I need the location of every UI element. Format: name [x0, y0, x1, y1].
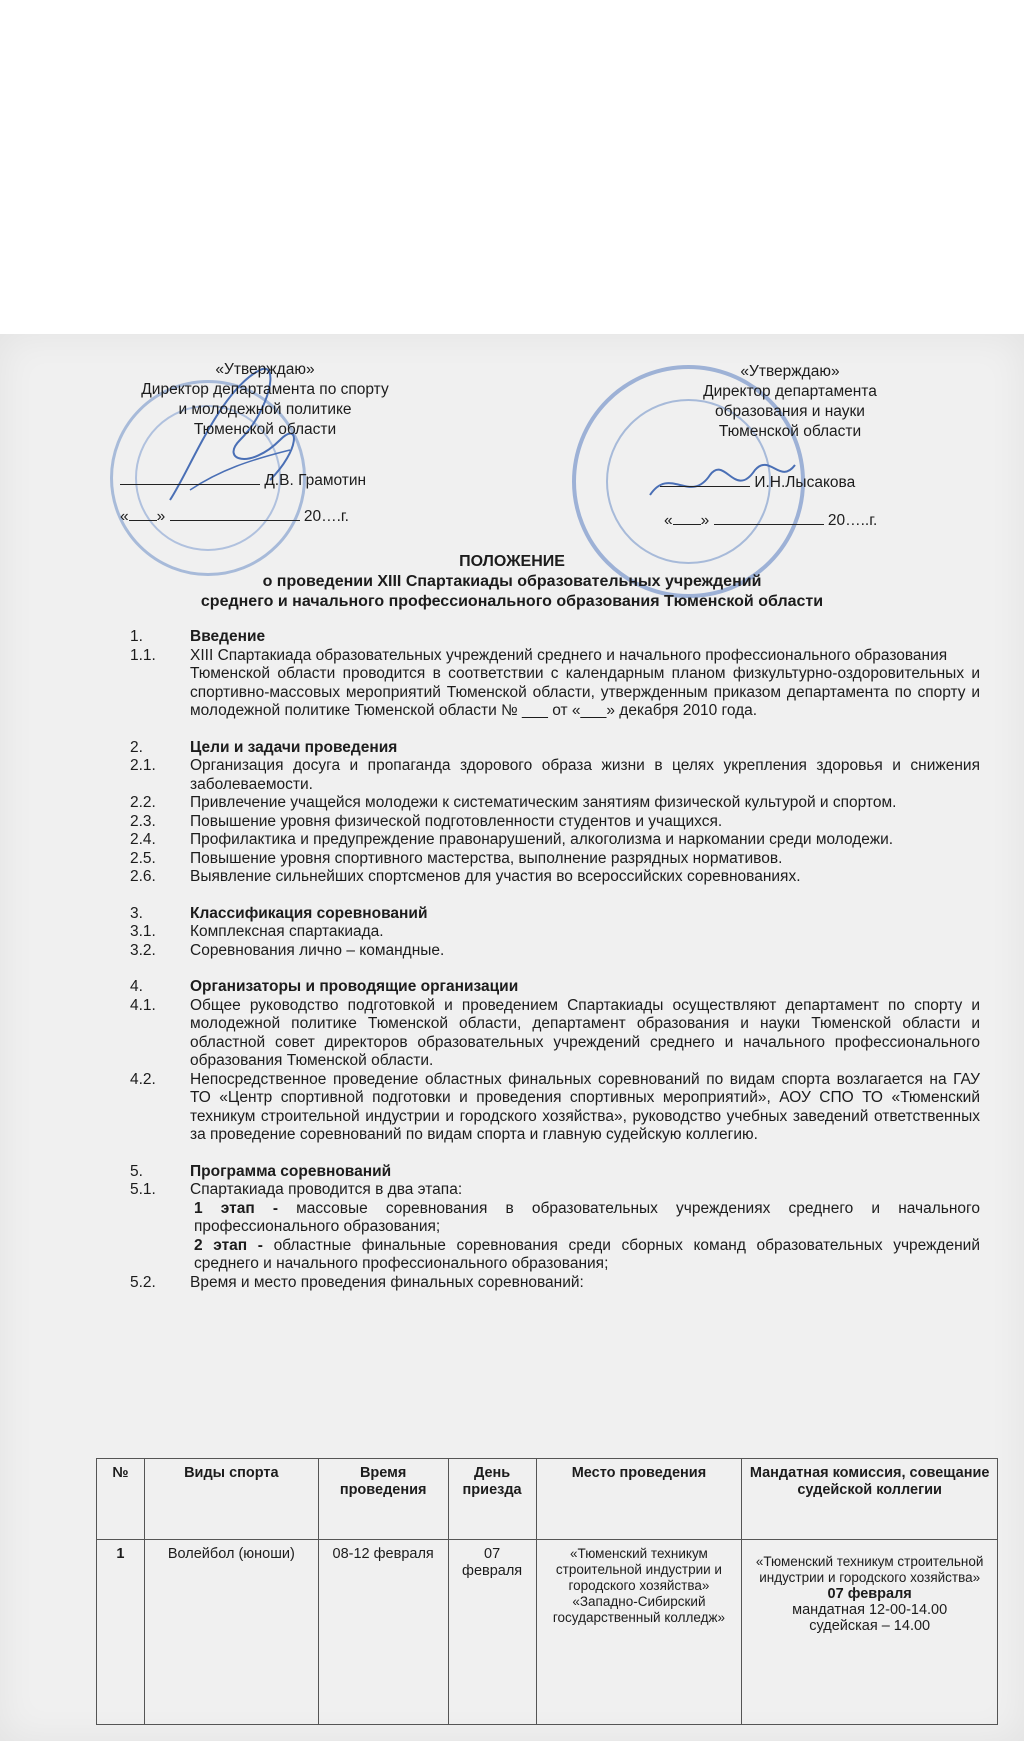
date-year: 20….г.	[303, 508, 349, 525]
approval-right-line: «Утверждаю»	[740, 363, 840, 380]
date-year: 20…..г.	[827, 512, 878, 529]
commission-mandate: мандатная 12-00-14.00	[792, 1602, 948, 1618]
item-number: 2.2.	[130, 794, 156, 811]
stage-text: массовые соревнования в образовательных учреждениях среднего и начального профессионального образования;	[194, 1199, 980, 1235]
stage-item	[130, 1200, 980, 1237]
date-close-quote: »	[700, 512, 710, 529]
commission-date: 07 февраля	[827, 1586, 912, 1602]
date-close-quote: »	[156, 508, 166, 525]
approval-right-name: И.Н.Лысакова	[754, 474, 856, 491]
col-header-time: Время проведения	[318, 1459, 448, 1540]
table-row	[97, 1540, 998, 1725]
section-organizers	[130, 978, 980, 1145]
item-text: Повышение уровня физической подготовленности студентов и учащихся.	[190, 812, 723, 830]
section-title: Классификация соревнований	[190, 904, 428, 922]
item-text: Профилактика и предупреждение правонарушений, алкоголизма и наркомании среди молодежи.	[190, 831, 894, 848]
item-text: XIII Спартакиада образовательных учреждений среднего и начального профессионального образования	[190, 646, 948, 664]
col-header-place: Место проведения	[536, 1459, 742, 1540]
approval-right-date	[664, 512, 877, 530]
item-text: Соревнования лично – командные.	[190, 941, 445, 959]
section-program	[130, 1163, 980, 1293]
section-title: Организаторы и проводящие организации	[190, 978, 519, 995]
item-number: 4.2.	[130, 1070, 156, 1088]
document-title	[0, 552, 1024, 612]
item-number: 2.5.	[130, 849, 156, 867]
approval-right-line: Директор департамента	[703, 383, 877, 400]
section-number: 3.	[130, 904, 143, 922]
cell-arrival: 07 февраля	[448, 1540, 536, 1725]
col-header-sport: Виды спорта	[144, 1459, 318, 1540]
col-header-arrival: День приезда	[448, 1459, 536, 1540]
approval-left-line: Директор департамента по спорту	[141, 381, 389, 398]
title-line: среднего и начального профессионального образования Тюменской области	[200, 593, 824, 610]
section-title: Введение	[190, 628, 266, 645]
section-title: Программа соревнований	[190, 1162, 392, 1180]
item-number: 2.4.	[130, 831, 156, 848]
item-text: Привлечение учащейся молодежи к систематическим занятиям физической культурой и спортом.	[190, 794, 897, 811]
item-text: Непосредственное проведение областных финальных соревнований по видам спорта возлагается на ГАУ ТО «Центр спортивной подготовки и проведения спортивных мероприятий», АОУ СПО ТО «Тюменский техникум строительной индустрии и городского хозяйства», руководство учебных заведений ответственных за проведение соревнований по видам спорта и главную судейскую коллегию.	[190, 1070, 980, 1143]
item-text: Время и место проведения финальных соревнований:	[190, 1273, 584, 1291]
section-title: Цели и задачи проведения	[190, 738, 398, 756]
item-continuation: Тюменской области проводится в соответствии с календарным планом физкультурно-оздоровительных и спортивно-массовых мероприятий Тюменской области, утвержденным приказом департамента по спорту и молодежной политике Тюменской области № ___ от «___» декабря 2010 года.	[190, 665, 980, 719]
approval-left-line: Тюменской области	[193, 421, 337, 438]
section-number: 5.	[130, 1162, 143, 1180]
approval-right-line: Тюменской области	[718, 423, 862, 440]
item-number: 3.2.	[130, 941, 156, 959]
table-header-row	[97, 1459, 998, 1540]
item-number: 2.6.	[130, 868, 156, 885]
stage-label: 1 этап -	[194, 1199, 278, 1217]
item-text: Организация досуга и пропаганда здорового образа жизни в целях укрепления здоровья и снижения заболеваемости.	[190, 757, 980, 793]
title-line: ПОЛОЖЕНИЕ	[459, 553, 565, 570]
commission-org: «Тюменский техникум строительной индустрии и городского хозяйства»	[755, 1554, 984, 1585]
date-open-quote: «	[120, 508, 129, 525]
item-number: 1.1.	[130, 646, 156, 664]
item-text: Комплексная спартакиада.	[190, 923, 384, 940]
approval-right-signature-line	[660, 474, 855, 492]
stage-label: 2 этап -	[194, 1236, 263, 1254]
cell-place: «Тюменский техникум строительной индустрии и городского хозяйства» «Западно-Сибирский государственный колледж»	[536, 1540, 742, 1725]
cell-sport: Волейбол (юноши)	[144, 1540, 318, 1725]
item-number: 2.1.	[130, 757, 156, 774]
section-number: 4.	[130, 978, 143, 995]
item-number: 4.1.	[130, 996, 156, 1014]
approval-left-name: Д.В. Грамотин	[264, 472, 367, 489]
item-text: Спартакиада проводится в два этапа:	[190, 1181, 463, 1198]
col-header-commission: Мандатная комиссия, совещание судейской коллегии	[742, 1459, 998, 1540]
document-body	[130, 628, 980, 1292]
col-header-number: №	[97, 1459, 145, 1540]
cell-time: 08-12 февраля	[318, 1540, 448, 1725]
stage-item	[130, 1237, 980, 1274]
item-number: 5.1.	[130, 1181, 156, 1198]
approval-left-date	[120, 508, 349, 526]
schedule-table	[96, 1458, 998, 1725]
approval-left-signature-line	[120, 472, 366, 490]
section-number: 2.	[130, 738, 143, 756]
approval-left	[100, 360, 430, 440]
item-number: 3.1.	[130, 923, 156, 940]
approval-left-line: и молодежной политике	[178, 401, 352, 418]
item-number: 2.3.	[130, 812, 156, 830]
cell-commission	[742, 1540, 998, 1725]
section-classification	[130, 905, 980, 961]
cell-number: 1	[97, 1540, 145, 1725]
item-number: 5.2.	[130, 1273, 156, 1291]
title-line: о проведении XIII Спартакиады образовательных учреждений	[262, 573, 762, 590]
date-open-quote: «	[664, 512, 673, 529]
section-goals	[130, 739, 980, 887]
item-text: Повышение уровня спортивного мастерства, выполнение разрядных нормативов.	[190, 849, 783, 867]
stage-text: областные финальные соревнования среди сборных команд образовательных учреждений среднего и начального профессионального образования;	[194, 1236, 980, 1272]
item-text: Общее руководство подготовкой и проведением Спартакиады осуществляют департамент по спорту и молодежной политике Тюменской области, департамент образования и науки Тюменской области и областной совет директоров образовательных учреждений среднего и начального профессионального образования Тюменской области.	[190, 996, 980, 1069]
section-number: 1.	[130, 628, 143, 645]
approval-right	[640, 362, 940, 442]
approval-right-line: образования и науки	[715, 403, 865, 420]
section-introduction	[130, 628, 980, 721]
approval-left-line: «Утверждаю»	[215, 361, 315, 378]
commission-judges: судейская – 14.00	[809, 1618, 931, 1634]
item-text: Выявление сильнейших спортсменов для участия во всероссийских соревнованиях.	[190, 868, 801, 885]
